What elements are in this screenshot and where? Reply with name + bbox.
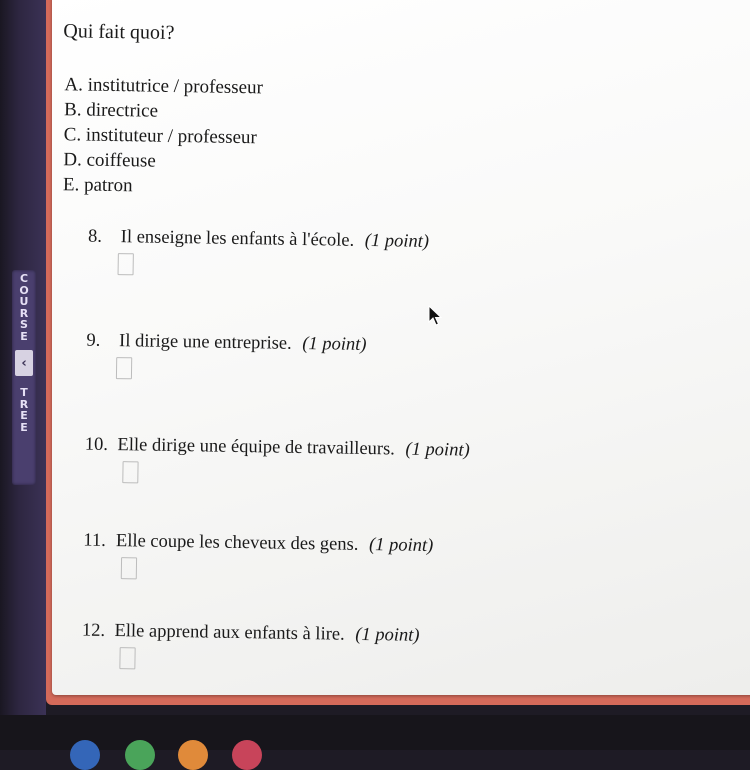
tab-letter: O — [19, 283, 29, 297]
question-points: (1 point) — [364, 230, 430, 252]
course-tab-label — [19, 273, 28, 342]
option-item: B. directrice — [63, 99, 159, 122]
app-dock-icon[interactable] — [232, 740, 262, 770]
quiz-frame — [46, 0, 750, 705]
answer-input-10[interactable] — [122, 461, 138, 483]
quiz-title: Qui fait quoi? — [63, 20, 175, 44]
tab-letter: R — [19, 306, 29, 320]
tab-letter: R — [19, 397, 29, 411]
course-sidebar — [0, 0, 46, 750]
tab-letter: U — [19, 295, 29, 308]
quiz-sheet — [52, 0, 750, 695]
question-points: (1 point) — [405, 439, 470, 461]
answer-input-11[interactable] — [121, 557, 137, 579]
question-text: Elle apprend aux enfants à lire. — [114, 621, 345, 645]
question-number: 9. — [86, 330, 101, 351]
answer-options-list — [63, 72, 263, 200]
tab-letter: S — [20, 318, 28, 331]
tab-letter: E — [20, 420, 28, 434]
question-points: (1 point) — [302, 333, 367, 355]
answer-input-9[interactable] — [116, 357, 132, 379]
question-number: 12. — [81, 620, 106, 641]
question-10 — [85, 435, 470, 462]
option-item: D. coiffeuse — [63, 149, 157, 172]
question-text: Elle coupe les cheveux des gens. — [115, 531, 359, 555]
question-text: Il enseigne les enfants à l'école. — [120, 227, 355, 251]
mouse-cursor-icon — [428, 305, 444, 327]
tab-letter: E — [20, 329, 28, 343]
question-number: 11. — [83, 530, 106, 551]
app-dock-icon[interactable] — [178, 740, 208, 770]
app-dock-icon[interactable] — [125, 740, 155, 770]
question-12 — [82, 621, 420, 647]
question-text: Elle dirige une équipe de travailleurs. — [117, 435, 396, 460]
tab-letter: C — [19, 272, 29, 285]
question-8 — [88, 227, 429, 253]
chevron-left-icon[interactable]: ‹ — [15, 350, 33, 376]
answer-input-8[interactable] — [118, 253, 134, 275]
quiz-body — [41, 0, 742, 701]
tree-tab-label — [20, 387, 28, 433]
question-text: Il dirige une entreprise. — [118, 331, 292, 354]
tab-letter: E — [20, 409, 28, 422]
answer-input-12[interactable] — [119, 647, 135, 669]
option-item: A. institutrice / professeur — [64, 74, 264, 99]
question-points: (1 point) — [368, 535, 434, 557]
app-dock-icon[interactable] — [70, 740, 100, 770]
question-number: 10. — [84, 434, 109, 455]
option-item: C. instituteur / professeur — [63, 124, 258, 149]
option-item: E. patron — [62, 174, 133, 197]
question-11 — [83, 531, 433, 557]
question-number: 8. — [87, 226, 103, 247]
question-points: (1 point) — [355, 624, 420, 646]
tab-letter: T — [20, 386, 28, 399]
question-9 — [86, 331, 366, 356]
taskbar — [0, 715, 750, 750]
course-tree-tab[interactable] — [12, 270, 36, 485]
